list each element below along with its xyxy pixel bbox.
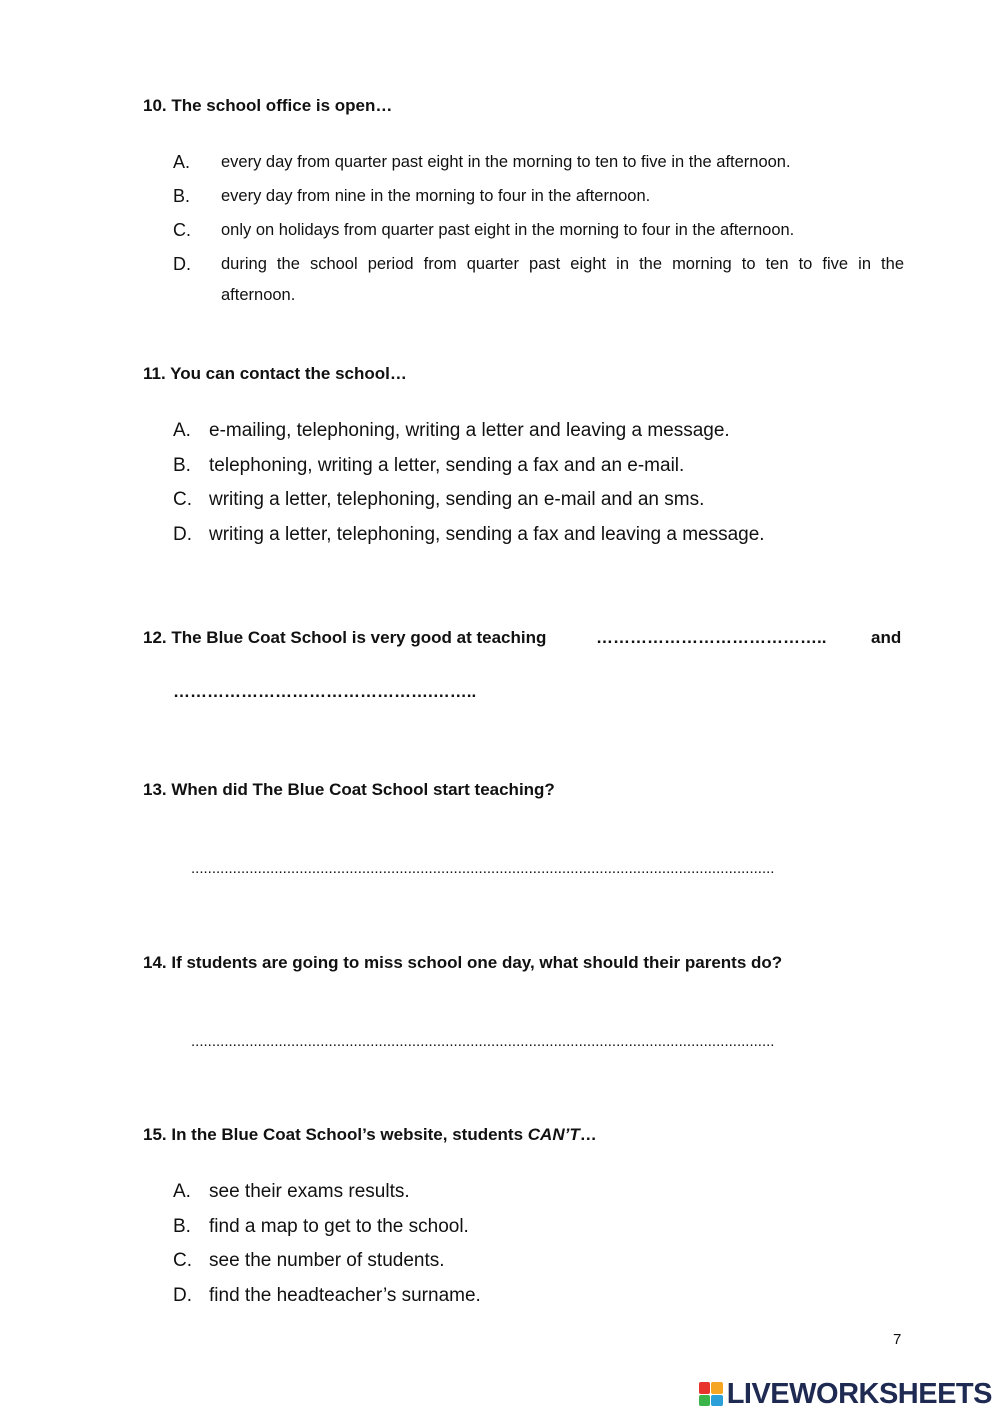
option-text-continued: afternoon. (221, 286, 296, 304)
option-letter: A. (173, 420, 191, 441)
question-15-emphasis: CAN’T (527, 1125, 580, 1144)
question-12 (143, 628, 546, 648)
question-12-and: and (871, 628, 902, 647)
liveworksheets-mark-icon (699, 1382, 723, 1406)
option-letter: B. (173, 1216, 191, 1237)
option-letter: A. (173, 152, 191, 172)
option-text: see their exams results. (209, 1181, 410, 1202)
option-text: writing a letter, telephoning, sending a fax and leaving a message. (209, 524, 765, 545)
answer-blank-1[interactable]: ………………………………….. (596, 628, 827, 647)
option-text: during the school period from quarter past eight in the morning to ten to five in the (221, 255, 904, 273)
option-letter: D. (173, 524, 192, 545)
question-10: 10. The school office is open… (143, 96, 393, 115)
option-letter: A. (173, 1181, 191, 1202)
question-12-text: 12. The Blue Coat School is very good at teaching (143, 628, 547, 647)
question-15-text: 15. In the Blue Coat School’s website, students (143, 1125, 528, 1144)
option-text: writing a letter, telephoning, sending an e-mail and an sms. (209, 489, 705, 510)
answer-line[interactable]: ............................................................................................................................................ (191, 1033, 775, 1050)
option-letter: D. (173, 1285, 192, 1306)
option-letter: C. (173, 220, 191, 240)
option-text: every day from quarter past eight in the morning to ten to five in the afternoon. (221, 153, 791, 171)
option-text: find the headteacher’s surname. (209, 1285, 481, 1306)
option-letter: D. (173, 254, 191, 274)
option-text: telephoning, writing a letter, sending a fax and an e-mail. (209, 455, 685, 476)
option-text: find a map to get to the school. (209, 1216, 469, 1237)
option-letter: C. (173, 489, 192, 510)
option-text: only on holidays from quarter past eight in the morning to four in the afternoon. (221, 221, 795, 239)
answer-line[interactable]: ............................................................................................................................................ (191, 860, 775, 877)
option-text: see the number of students. (209, 1250, 445, 1271)
question-14: 14. If students are going to miss school one day, what should their parents do? (143, 953, 783, 972)
option-letter: C. (173, 1250, 192, 1271)
question-11: 11. You can contact the school… (143, 364, 407, 383)
option-letter: B. (173, 455, 191, 476)
liveworksheets-wordmark: LIVEWORKSHEETS (726, 1377, 992, 1410)
question-13: 13. When did The Blue Coat School start teaching? (143, 780, 555, 799)
option-text: e-mailing, telephoning, writing a letter and leaving a message. (209, 420, 730, 441)
answer-blank-2[interactable]: ……………………………………….…….. (173, 682, 477, 701)
question-15-ellipsis: … (579, 1125, 597, 1144)
option-letter: B. (173, 186, 191, 206)
question-15 (143, 1125, 597, 1145)
page-number: 7 (893, 1331, 902, 1348)
option-text: every day from nine in the morning to four in the afternoon. (221, 187, 651, 205)
liveworksheets-logo[interactable] (699, 1378, 992, 1410)
